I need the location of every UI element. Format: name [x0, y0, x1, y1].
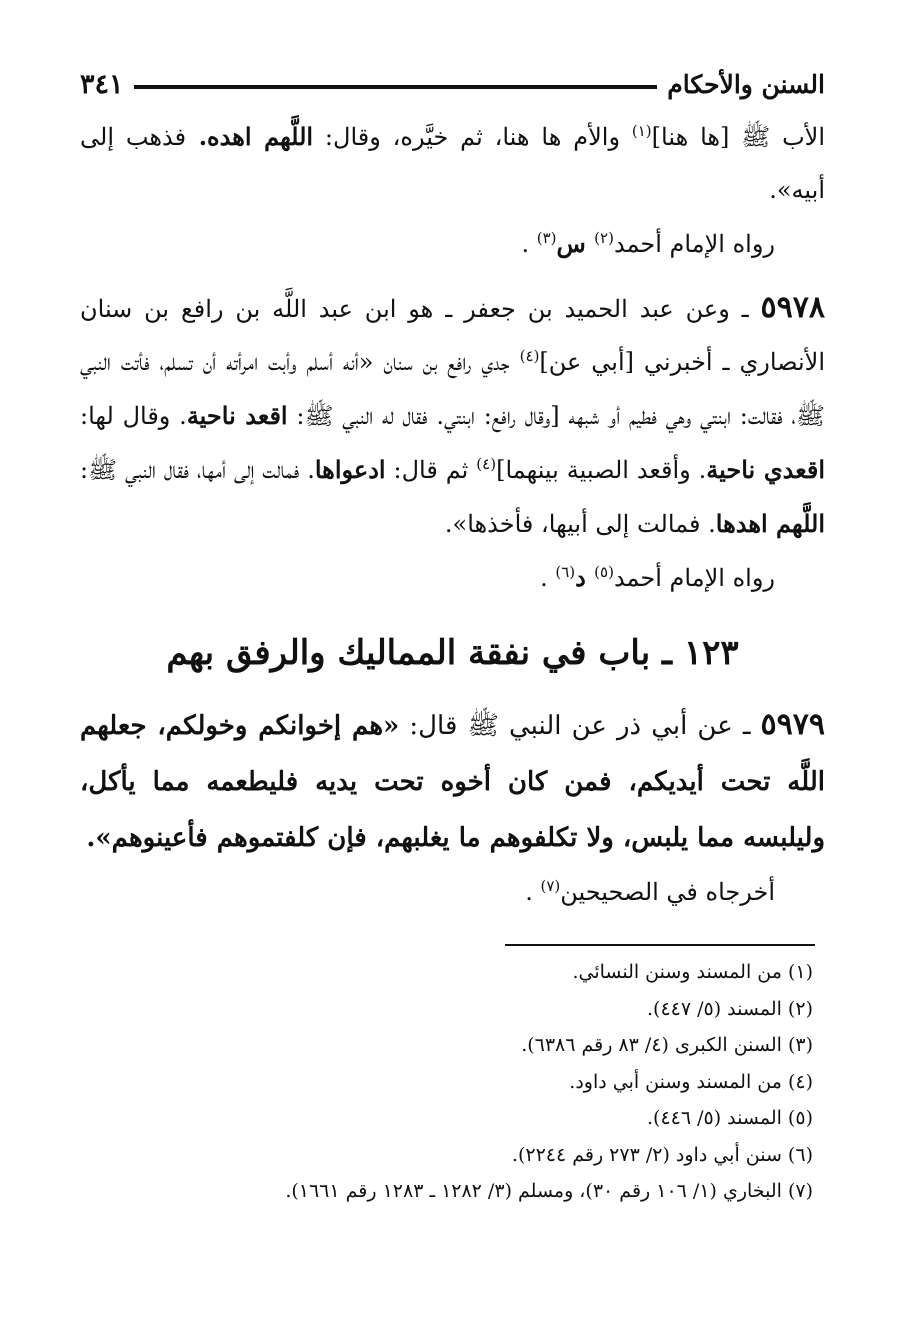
text-run: . فمالت إلى أبيها، فأخذها». — [444, 510, 716, 538]
hadith-number: ٥٩٧٩ — [760, 707, 825, 742]
prophet-speech: «هم إخوانكم وخولكم، جعلهم اللَّه تحت أيديكم، فمن كان أخوه تحت يديه فليطعمه مما يأكل، وليلبسه مما يلبس، ولا تكلفوهم ما يغلبهم، فإن كلفتموهم فأعينوهم». — [80, 711, 825, 853]
page-number: ٣٤١ — [80, 68, 124, 100]
text-run: . وقال لها: — [80, 402, 187, 430]
footnote-separator — [505, 944, 815, 946]
page-body — [80, 110, 825, 919]
chapter-heading: ١٢٣ ـ باب في نفقة المماليك والرفق بهم — [166, 633, 739, 673]
source-code: د — [575, 563, 595, 592]
narration-source: رواه الإمام أحمد$^{(٥)}$ د$^{(٦)}$ . — [540, 563, 775, 592]
text-run: والأم ها هنا، ثم خيَّره، وقال: — [313, 123, 632, 151]
footnote: (٣) السنن الكبرى (٤/ ٨٣ رقم ٦٣٨٦). — [521, 1034, 813, 1056]
footnote: (٧) البخاري (١/ ١٠٦ رقم ٣٠)، ومسلم (٣/ ١٢٨٢ ـ ١٢٨٣ رقم ١٦٦١). — [285, 1180, 813, 1202]
prophet-speech: اللَّهم اهده. — [186, 122, 314, 151]
footnote-ref: (١) — [631, 122, 652, 140]
text-run: . وأقعد الصبية بينهما] — [496, 456, 707, 484]
footnote-ref: (٢) — [594, 229, 614, 247]
source-code: س — [556, 229, 595, 258]
header-rule — [134, 85, 658, 89]
footnote: (٢) المسند (٥/ ٤٤٧). — [646, 997, 813, 1020]
text-run: الأب ﷺ [ها هنا] — [651, 123, 826, 151]
footnote-ref: (٦) — [555, 563, 576, 581]
footnote: (٦) سنن أبي داود (٢/ ٢٧٣ رقم ٢٢٤٤). — [511, 1143, 813, 1166]
text-run: ثم قال: — [385, 456, 477, 484]
footnote-ref: (٤) — [519, 347, 540, 365]
prophet-speech: اقعدي ناحية — [706, 455, 825, 484]
text-run: فذهب إلى أبيه». — [80, 123, 825, 204]
prophet-speech: ادعواها — [314, 455, 386, 484]
footnotes — [163, 954, 813, 1210]
footnote-ref: (٤) — [476, 455, 497, 473]
footnote-ref: (٣) — [536, 229, 557, 247]
text-run: رواه الإمام أحمد — [613, 230, 775, 258]
footnote: (١) من المسند وسنن النسائي. — [572, 961, 813, 983]
text-run: جدي رافع بن سنان «أنه أسلم وأبت امرأته أن تسلم، فأتت النبي ﷺ، فقالت: ابنتي وهي فطيم أو شبهه [وقال رافع: ابنتي. فقال له النبي ﷺ: — [80, 348, 826, 430]
prophet-speech: اقعد ناحية — [186, 401, 288, 430]
hadith-continuation — [80, 110, 825, 217]
running-header — [80, 60, 825, 108]
text-run: . فمالت إلى أمها، فقال النبي ﷺ: — [80, 456, 315, 484]
text-run: رواه الإمام أحمد — [613, 564, 775, 592]
text-run: أخرجاه في الصحيحين — [560, 878, 775, 906]
footnote-ref: (٧) — [540, 877, 561, 895]
text-run: ـ عن أبي ذر عن النبي ﷺ قال: — [399, 711, 761, 741]
narration-source: أخرجاه في الصحيحين$^{(٧)}$ . — [525, 877, 775, 906]
footnote: (٤) من المسند وسنن أبي داود. — [569, 1070, 813, 1093]
header-title: السنن والأحكام — [667, 69, 825, 99]
hadith-5979 — [80, 697, 825, 866]
narration-source: رواه الإمام أحمد$^{(٢)}$ س$^{(٣)}$ . — [521, 229, 775, 258]
prophet-speech: اللَّهم اهدها — [715, 509, 825, 538]
hadith-number: ٥٩٧٨ — [760, 290, 825, 325]
text-run: ـ وعن عبد الحميد بن جعفر ـ هو ابن عبد اللَّه بن رافع بن سنان الأنصاري ـ أخبرني [أبي عن] — [80, 295, 826, 376]
footnote: (٥) المسند (٥/ ٤٤٦). — [646, 1107, 813, 1129]
hadith-5978 — [80, 281, 825, 551]
footnote-ref: (٥) — [594, 563, 614, 581]
